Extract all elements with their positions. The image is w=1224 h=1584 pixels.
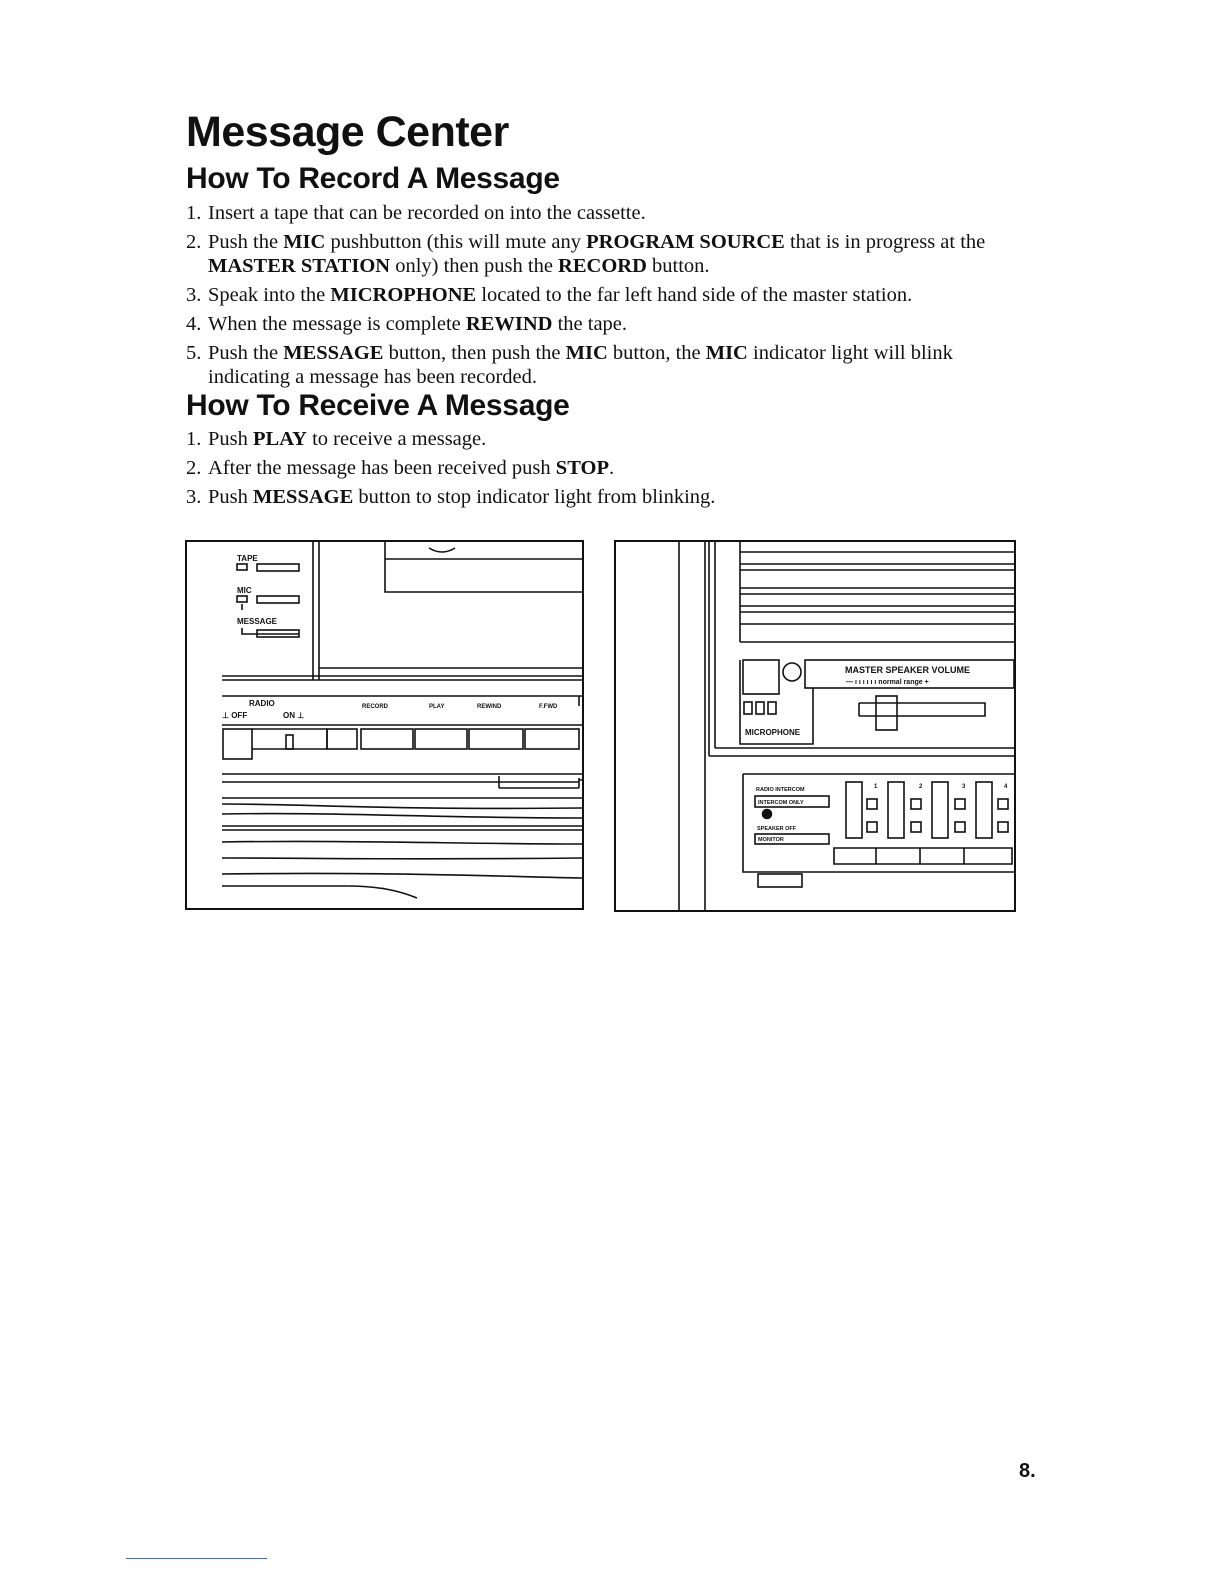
station-4-button	[976, 782, 992, 838]
station-3-light	[955, 799, 965, 809]
step-keyword: MESSAGE	[253, 486, 354, 508]
scale-minus: —	[846, 679, 853, 686]
master-station-illustration	[614, 540, 1016, 912]
step-text: Speak into the	[208, 284, 331, 306]
station-1-button	[846, 782, 862, 838]
mic-button	[257, 596, 299, 603]
record-steps	[186, 201, 1016, 394]
step-item	[186, 201, 1016, 225]
rewind-label: REWIND	[477, 704, 502, 710]
microphone-label: MICROPHONE	[745, 728, 801, 737]
step-keyword: REWIND	[465, 313, 553, 335]
off-label-text: OFF	[231, 711, 248, 720]
radio-off-button	[223, 729, 252, 759]
cassette-panel-illustration	[185, 540, 584, 910]
step-text: .	[608, 457, 615, 479]
step-text: After the message has been received push	[208, 457, 556, 479]
step-number: 1.	[186, 202, 202, 224]
on-label-text: ON	[283, 711, 295, 720]
station-number-4: 4	[1004, 784, 1008, 790]
step-keyword: PLAY	[253, 428, 307, 450]
off-label: ⊥ OFF	[222, 711, 248, 720]
step-number: 2.	[186, 231, 202, 253]
ffwd-button	[525, 729, 579, 749]
step-item	[186, 341, 1016, 389]
step-text: Push	[208, 486, 254, 508]
play-label: PLAY	[429, 704, 445, 710]
station-1-light	[867, 822, 877, 832]
mic-indicator-light	[237, 596, 247, 602]
step-keyword: MASTER STATION	[208, 255, 391, 277]
step-text: button to stop indicator light from blinking.	[353, 486, 716, 508]
step-number: 3.	[186, 486, 202, 508]
receive-heading: How To Receive A Message	[186, 389, 570, 422]
footer-rule	[126, 1558, 267, 1559]
speaker-off-indicator	[763, 810, 772, 819]
on-label: ON ⊥	[283, 711, 305, 720]
station-3-light	[955, 822, 965, 832]
step-keyword: PROGRAM SOURCE	[586, 231, 785, 253]
step-item	[186, 283, 1016, 307]
mic-grille-hole	[756, 702, 764, 714]
volume-scale: — ı ı ı ı ı ı normal range +	[846, 679, 929, 686]
step-text: to receive a message.	[306, 428, 487, 450]
station-number-3: 3	[962, 784, 966, 790]
step-text: pushbutton (this will mute any	[325, 231, 587, 253]
radio-on-indicator	[286, 735, 293, 749]
message-connector	[242, 628, 299, 634]
volume-slider-knob	[876, 696, 897, 730]
step-number: 5.	[186, 342, 202, 364]
step-item	[186, 230, 1016, 278]
station-3-button	[932, 782, 948, 838]
master-speaker-volume-label: MASTER SPEAKER VOLUME	[845, 665, 971, 675]
step-item	[186, 427, 1016, 451]
message-label: MESSAGE	[237, 617, 278, 626]
step-keyword: MIC	[565, 342, 608, 364]
station-1-light	[867, 799, 877, 809]
step-keyword: MESSAGE	[283, 342, 384, 364]
step-text: Push	[208, 428, 254, 450]
cassette-window-arc	[429, 548, 455, 552]
station-2-light	[911, 822, 921, 832]
radio-label: RADIO	[249, 699, 275, 708]
tape-button	[257, 564, 299, 571]
station-2-light	[911, 799, 921, 809]
mic-indicator-box	[743, 660, 779, 694]
step-text: button, then push the	[383, 342, 566, 364]
station-4-light	[998, 822, 1008, 832]
monitor-label: MONITOR	[758, 837, 784, 843]
mic-label: MIC	[237, 586, 252, 595]
page-number: 8.	[1019, 1460, 1036, 1482]
step-number: 4.	[186, 313, 202, 335]
step-item	[186, 312, 1016, 336]
speaker-off-label: SPEAKER OFF	[757, 826, 797, 832]
tape-indicator-light	[237, 564, 247, 570]
step-keyword: RECORD	[558, 255, 647, 277]
mic-indicator-light	[783, 663, 801, 681]
record-label: RECORD	[362, 704, 389, 710]
station-2-button	[888, 782, 904, 838]
step-item	[186, 485, 1016, 509]
lower-button	[758, 874, 802, 887]
step-item	[186, 456, 1016, 480]
step-text: When the message is complete	[208, 313, 466, 335]
mic-grille-hole	[768, 702, 776, 714]
page-title: Message Center	[186, 108, 509, 156]
rewind-button	[469, 729, 523, 749]
step-text: that is in progress at the	[784, 231, 986, 253]
step-text: button.	[646, 255, 710, 277]
radio-intercom-label: RADIO INTERCOM	[756, 787, 805, 793]
mic-grille-hole	[744, 702, 752, 714]
step-text: Push the	[208, 231, 284, 253]
receive-steps	[186, 427, 1016, 514]
station-number-1: 1	[874, 784, 878, 790]
station-4-light	[998, 799, 1008, 809]
step-keyword: MIC	[705, 342, 748, 364]
volume-slider-track	[859, 703, 985, 716]
step-number: 2.	[186, 457, 202, 479]
step-keyword: STOP	[555, 457, 609, 479]
step-text: located to the far left hand side of the master station.	[476, 284, 913, 306]
play-button	[415, 729, 467, 749]
step-keyword: MIC	[283, 231, 326, 253]
record-button	[361, 729, 413, 749]
station-number-2: 2	[919, 784, 923, 790]
intercom-only-label: INTERCOM ONLY	[758, 800, 804, 806]
step-number: 3.	[186, 284, 202, 306]
step-text: Insert a tape that can be recorded on into the cassette.	[208, 202, 646, 224]
step-text: only) then push the	[390, 255, 559, 277]
step-text: Push the	[208, 342, 284, 364]
step-text: the tape.	[552, 313, 628, 335]
scale-normal-range: normal range	[878, 679, 923, 686]
step-keyword: MICROPHONE	[330, 284, 477, 306]
tape-label: TAPE	[237, 554, 258, 563]
record-heading: How To Record A Message	[186, 162, 560, 195]
scale-plus: +	[924, 679, 929, 686]
master-station-drawing	[616, 542, 1014, 910]
cassette-panel-drawing	[187, 542, 582, 908]
step-text: button, the	[607, 342, 706, 364]
ffwd-label: F.FWD	[539, 704, 558, 710]
step-text: indicator light will blink indicating a message has been recorded.	[208, 342, 953, 388]
step-number: 1.	[186, 428, 202, 450]
